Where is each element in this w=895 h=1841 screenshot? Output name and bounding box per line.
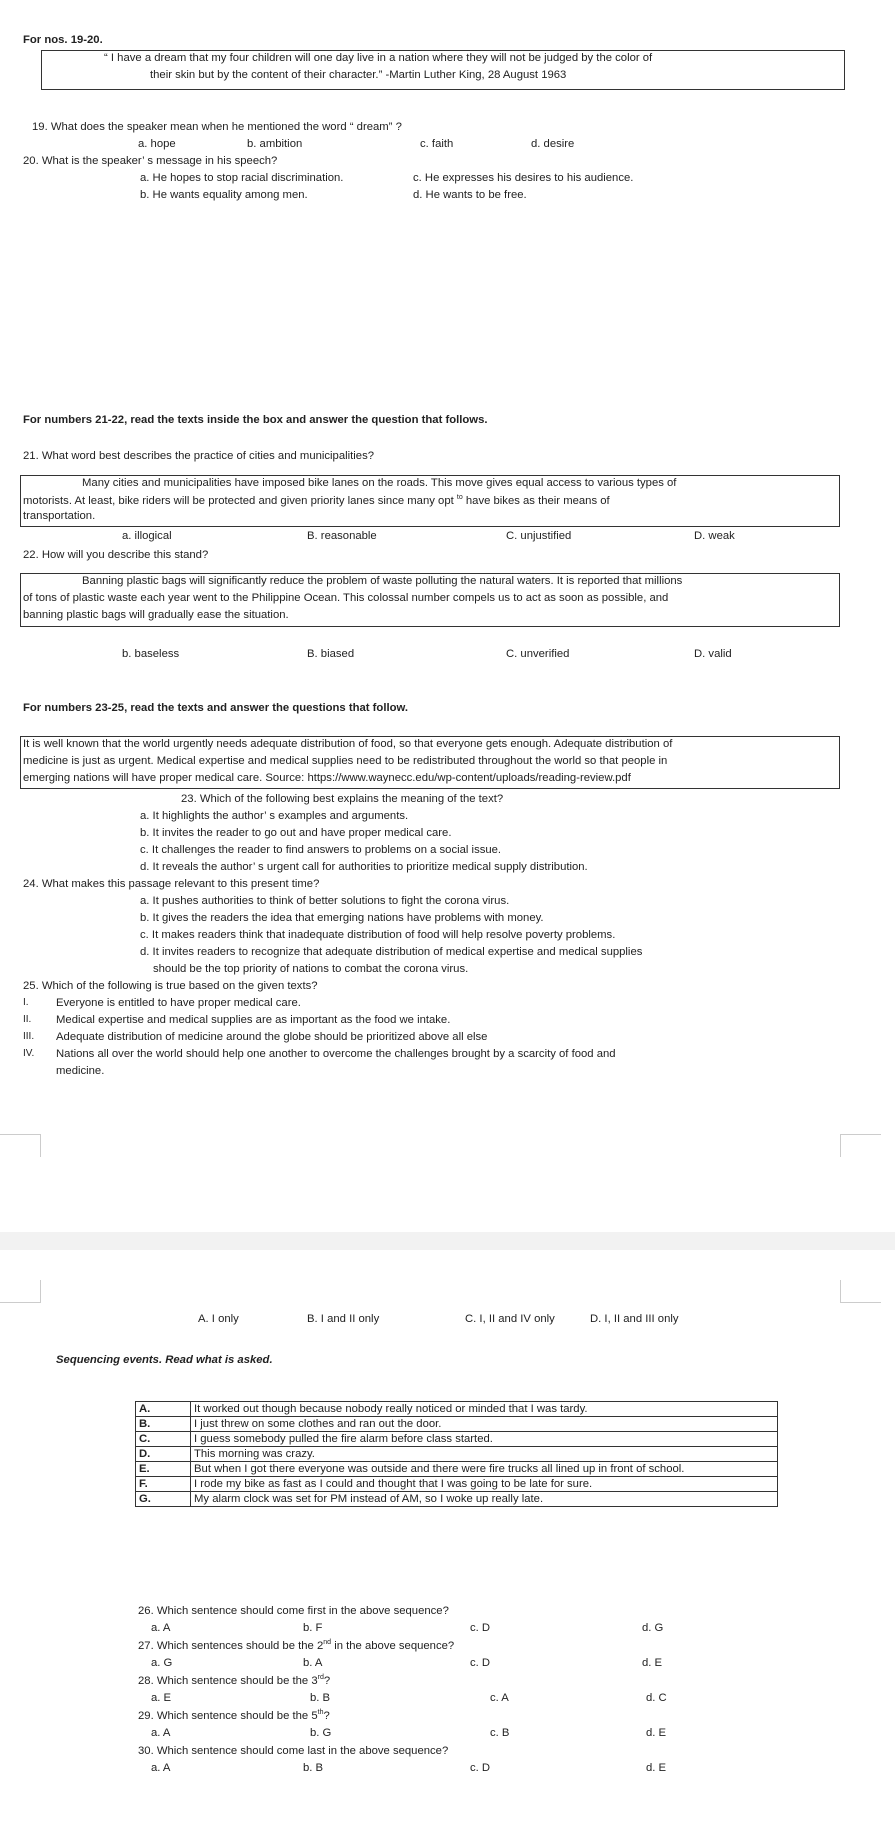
quote-line-2: their skin but by the content of their character.” -Martin Luther King, 28 August 1963 bbox=[150, 69, 567, 81]
q21-box-line-2 bbox=[23, 494, 610, 507]
row-letter: D. bbox=[136, 1447, 191, 1462]
q24-option-c[interactable]: c. It makes readers think that inadequate distribution of food will help resolve poverty problems. bbox=[140, 929, 616, 941]
q26-option-b[interactable]: b. F bbox=[303, 1622, 323, 1634]
q29-text bbox=[138, 1709, 330, 1722]
q24-option-d-line-1[interactable]: d. It invites readers to recognize that adequate distribution of medical expertise and medical supplies bbox=[140, 946, 643, 958]
q21-box-line-2a: motorists. At least, bike riders will be protected and given priority lanes since many opt bbox=[23, 494, 454, 507]
row-text: It worked out though because nobody really noticed or minded that I was tardy. bbox=[191, 1402, 778, 1417]
q24-option-a[interactable]: a. It pushes authorities to think of better solutions to fight the corona virus. bbox=[140, 895, 510, 907]
row-text: I guess somebody pulled the fire alarm before class started. bbox=[191, 1432, 778, 1447]
q28-option-b[interactable]: b. B bbox=[310, 1692, 331, 1704]
q21-option-c[interactable]: C. unjustified bbox=[506, 530, 572, 542]
page-corner-bottom-right bbox=[840, 1280, 881, 1303]
q28-sup: rd bbox=[317, 1674, 324, 1681]
q26-option-c[interactable]: c. D bbox=[470, 1622, 491, 1634]
instruction-23-25: For numbers 23-25, read the texts and answer the questions that follow. bbox=[23, 702, 409, 714]
q21-option-d[interactable]: D. weak bbox=[694, 530, 735, 542]
q23-option-c[interactable]: c. It challenges the reader to find answers to problems on a social issue. bbox=[140, 844, 502, 856]
q20-option-a[interactable]: a. He hopes to stop racial discrimination. bbox=[140, 172, 344, 184]
q23-option-d[interactable]: d. It reveals the author’ s urgent call for authorities to prioritize medical supply distribution. bbox=[140, 861, 588, 873]
row-text: But when I got there everyone was outside and there were fire trucks all lined up in front of school. bbox=[191, 1462, 778, 1477]
q21-box-line-2-sup: to bbox=[456, 494, 463, 501]
q26-option-a[interactable]: a. A bbox=[151, 1622, 171, 1634]
q20-option-d[interactable]: d. He wants to be free. bbox=[413, 189, 527, 201]
row-text: This morning was crazy. bbox=[191, 1447, 778, 1462]
page-break-band bbox=[0, 1232, 895, 1250]
q25-option-c[interactable]: C. I, II and IV only bbox=[465, 1313, 555, 1325]
q21-box-line-1: Many cities and municipalities have imposed bike lanes on the roads. This move gives equal access to various types of bbox=[82, 477, 677, 489]
q22-text: 22. How will you describe this stand? bbox=[23, 549, 209, 561]
q24-option-b[interactable]: b. It gives the readers the idea that emerging nations have problems with money. bbox=[140, 912, 544, 924]
row-letter: E. bbox=[136, 1462, 191, 1477]
q19-option-a[interactable]: a. hope bbox=[138, 138, 176, 150]
q30-option-a[interactable]: a. A bbox=[151, 1762, 171, 1774]
passage-line-2: medicine is just as urgent. Medical expertise and medical supplies need to be redistributed throughout the world so that people in bbox=[23, 755, 668, 767]
q21-box-line-3: transportation. bbox=[23, 510, 96, 522]
table-row bbox=[136, 1402, 778, 1417]
q26-option-d[interactable]: d. G bbox=[642, 1622, 664, 1634]
row-letter: B. bbox=[136, 1417, 191, 1432]
row-letter: A. bbox=[136, 1402, 191, 1417]
q27-text bbox=[138, 1639, 454, 1652]
q25-item-2-num: II. bbox=[23, 1014, 32, 1025]
q22-option-b[interactable]: B. biased bbox=[307, 648, 355, 660]
q29-sup: th bbox=[317, 1709, 324, 1716]
q21-box-line-2b: have bikes as their means of bbox=[465, 494, 610, 507]
q25-item-4-num: IV. bbox=[23, 1048, 35, 1059]
q28-option-a[interactable]: a. E bbox=[151, 1692, 172, 1704]
q22-box-line-3: banning plastic bags will gradually ease the situation. bbox=[23, 609, 289, 621]
q28-text-post: ? bbox=[323, 1674, 331, 1687]
q24-option-d-line-2: should be the top priority of nations to combat the corona virus. bbox=[153, 963, 469, 975]
q25-item-1-num: I. bbox=[23, 997, 29, 1008]
q22-option-d[interactable]: D. valid bbox=[694, 648, 732, 660]
q28-option-d[interactable]: d. C bbox=[646, 1692, 667, 1704]
section-header: For nos. 19-20. bbox=[23, 34, 103, 46]
q25-item-4-cont: medicine. bbox=[56, 1065, 105, 1077]
row-letter: C. bbox=[136, 1432, 191, 1447]
table-row bbox=[136, 1432, 778, 1447]
q20-option-b[interactable]: b. He wants equality among men. bbox=[140, 189, 308, 201]
q27-option-b[interactable]: b. A bbox=[303, 1657, 323, 1669]
q25-text: 25. Which of the following is true based on the given texts? bbox=[23, 980, 318, 992]
q22-option-a[interactable]: b. baseless bbox=[122, 648, 180, 660]
quote-line-1: “ I have a dream that my four children will one day live in a nation where they will not be judged by the color of bbox=[104, 52, 653, 64]
row-text: I rode my bike as fast as I could and thought that I was going to be late for sure. bbox=[191, 1477, 778, 1492]
q27-text-pre: 27. Which sentences should be the 2 bbox=[138, 1639, 324, 1652]
q30-option-c[interactable]: c. D bbox=[470, 1762, 491, 1774]
sequencing-table bbox=[135, 1401, 778, 1507]
q30-option-d[interactable]: d. E bbox=[646, 1762, 667, 1774]
row-letter: G. bbox=[136, 1492, 191, 1507]
q22-box-line-2: of tons of plastic waste each year went to the Philippine Ocean. This colossal number compels us to act as soon as possible, and bbox=[23, 592, 669, 604]
q27-sup: nd bbox=[323, 1639, 332, 1646]
q21-text: 21. What word best describes the practice of cities and municipalities? bbox=[23, 450, 375, 462]
passage-line-3: emerging nations will have proper medical care. Source: https://www.waynecc.edu/wp-content/uploads/reading-review.pdf bbox=[23, 772, 631, 784]
q30-option-b[interactable]: b. B bbox=[303, 1762, 324, 1774]
q26-text: 26. Which sentence should come first in the above sequence? bbox=[138, 1605, 449, 1617]
q28-option-c[interactable]: c. A bbox=[490, 1692, 509, 1704]
table-row bbox=[136, 1492, 778, 1507]
table-row bbox=[136, 1417, 778, 1432]
q29-option-b[interactable]: b. G bbox=[310, 1727, 332, 1739]
q27-option-d[interactable]: d. E bbox=[642, 1657, 663, 1669]
q19-option-d[interactable]: d. desire bbox=[531, 138, 575, 150]
q29-text-post: ? bbox=[323, 1709, 330, 1722]
q20-option-c[interactable]: c. He expresses his desires to his audience. bbox=[413, 172, 634, 184]
row-letter: F. bbox=[136, 1477, 191, 1492]
q28-text-pre: 28. Which sentence should be the 3 bbox=[138, 1674, 318, 1687]
page-corner-bottom-left bbox=[0, 1280, 41, 1303]
page-corner-top-left bbox=[0, 1134, 41, 1157]
q25-item-1: Everyone is entitled to have proper medical care. bbox=[56, 997, 301, 1009]
q27-option-a[interactable]: a. G bbox=[151, 1657, 173, 1669]
q21-option-b[interactable]: B. reasonable bbox=[307, 530, 377, 542]
q22-box-line-1: Banning plastic bags will significantly reduce the problem of waste polluting the natural waters. It is reported that millions bbox=[82, 575, 683, 587]
q25-item-4: Nations all over the world should help one another to overcome the challenges brought by a scarcity of food and bbox=[56, 1048, 616, 1060]
table-row bbox=[136, 1462, 778, 1477]
q19-text: 19. What does the speaker mean when he mentioned the word “ dream” ? bbox=[32, 121, 402, 133]
q24-text: 24. What makes this passage relevant to this present time? bbox=[23, 878, 320, 890]
q22-option-c[interactable]: C. unverified bbox=[506, 648, 570, 660]
row-text: My alarm clock was set for PM instead of AM, so I woke up really late. bbox=[191, 1492, 778, 1507]
table-row bbox=[136, 1477, 778, 1492]
instruction-21-22: For numbers 21-22, read the texts inside the box and answer the question that follows. bbox=[23, 414, 488, 426]
q30-text: 30. Which sentence should come last in the above sequence? bbox=[138, 1745, 449, 1757]
q20-text: 20. What is the speaker’ s message in his speech? bbox=[23, 155, 278, 167]
q25-option-b[interactable]: B. I and II only bbox=[307, 1313, 380, 1325]
q25-item-2: Medical expertise and medical supplies are as important as the food we intake. bbox=[56, 1014, 451, 1026]
table-row bbox=[136, 1447, 778, 1462]
q25-item-3-num: III. bbox=[23, 1031, 35, 1042]
q29-option-a[interactable]: a. A bbox=[151, 1727, 171, 1739]
q25-item-3: Adequate distribution of medicine around the globe should be prioritized above all else bbox=[56, 1031, 488, 1043]
page-corner-top-right bbox=[840, 1134, 881, 1157]
q29-option-d[interactable]: d. E bbox=[646, 1727, 667, 1739]
q23-option-a[interactable]: a. It highlights the author’ s examples and arguments. bbox=[140, 810, 409, 822]
q27-option-c[interactable]: c. D bbox=[470, 1657, 491, 1669]
q23-text: 23. Which of the following best explains the meaning of the text? bbox=[181, 793, 504, 805]
q21-option-a[interactable]: a. illogical bbox=[122, 530, 172, 542]
sequencing-title: Sequencing events. Read what is asked. bbox=[56, 1354, 273, 1366]
q28-text bbox=[138, 1674, 330, 1687]
q23-option-b[interactable]: b. It invites the reader to go out and have proper medical care. bbox=[140, 827, 452, 839]
q29-text-pre: 29. Which sentence should be the 5 bbox=[138, 1709, 318, 1722]
q27-text-post: in the above sequence? bbox=[331, 1639, 455, 1652]
q19-option-b[interactable]: b. ambition bbox=[247, 138, 303, 150]
passage-line-1: It is well known that the world urgently needs adequate distribution of food, so that everyone gets enough. Adequate distribution of bbox=[23, 738, 673, 750]
row-text: I just threw on some clothes and ran out the door. bbox=[191, 1417, 778, 1432]
q29-option-c[interactable]: c. B bbox=[490, 1727, 510, 1739]
q19-option-c[interactable]: c. faith bbox=[420, 138, 454, 150]
q25-option-a[interactable]: A. I only bbox=[198, 1313, 239, 1325]
q25-option-d[interactable]: D. I, II and III only bbox=[590, 1313, 679, 1325]
